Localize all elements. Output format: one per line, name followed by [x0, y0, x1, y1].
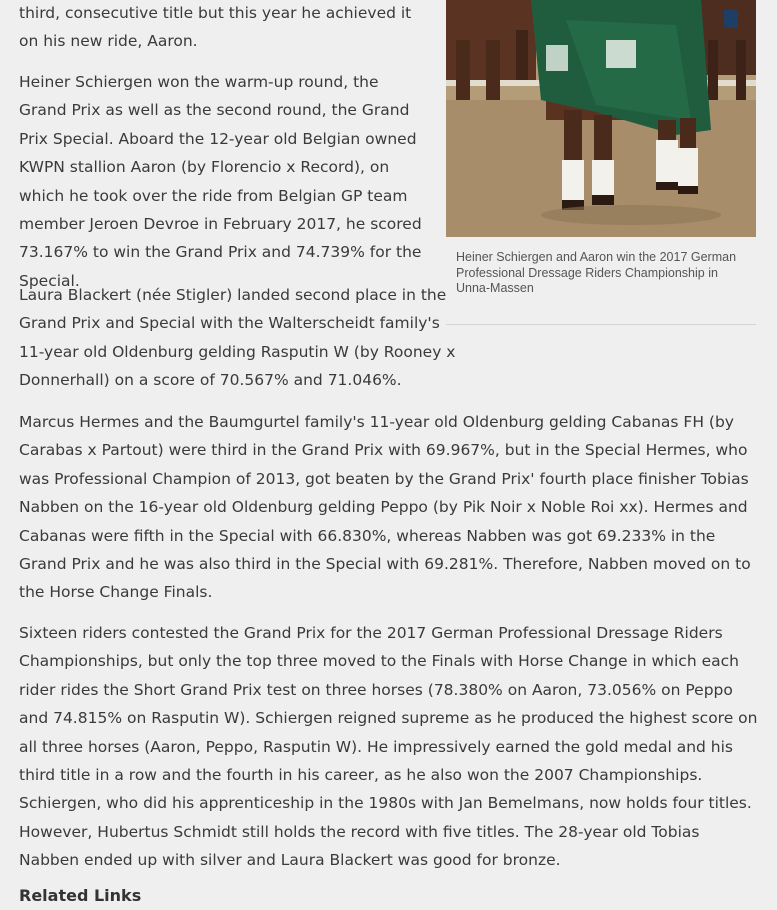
photo-caption: Heiner Schiergen and Aaron win the 2017 German Professional Dressage Riders Championship in Unna-Massen — [456, 250, 737, 295]
paragraph-1: Heiner Schiergen won the warm-up round, the Grand Prix as well as the second round, the Grand Prix Special. Aboard the 12-year old Belgian owned KWPN stallion Aaron (by Florencio x Record), on which he took over the ride from Belgian GP team member Jeroen Devroe in February 2017, he scored 73.167% to win the Grand Prix and 74.739% for the Special. — [19, 73, 422, 290]
related-links-heading: Related Links — [19, 886, 142, 905]
intro-fragment: third, consecutive title but this year he achieved it on his new ride, Aaron. — [19, 4, 412, 51]
paragraph-3: Marcus Hermes and the Baumgurtel family's 11-year old Oldenburg gelding Cabanas FH (by Carabas x Partout) were third in the Grand Prix with 69.967%, but in the Special Hermes, who was Professional Champion of 2013, got beaten by the Grand Prix' fourth place finisher Tobias Nabben on the 16-year old Oldenburg gelding Peppo (by Pik Noir x Noble Roi xx). Hermes and Cabanas were fifth in the Special with 66.830%, whereas Nabben was got 69.233% in the Grand Prix and he was also third in the Special with 69.281%. Therefore, Nabben moved on to the Horse Change Finals. — [19, 413, 751, 602]
paragraph-4: Sixteen riders contested the Grand Prix for the 2017 German Professional Dressage Riders Championships, but only the top three moved to the Finals with Horse Change in which each rider rides the Short Grand Prix test on three horses (78.380% on Aaron, 73.056% on Peppo and 74.815% on Rasputin W). Schiergen reigned supreme as he produced the highest score on all three horses (Aaron, Peppo, Rasputin W). He impressively earned the gold medal and his third title in a row and the fourth in his career, as he also won the 2007 Championships. Schiergen, who did his apprenticeship in the 1980s with Jan Bemelmans, now holds four titles. However, Hubertus Schmidt still holds the record with five titles. The 28-year old Tobias Nabben ended up with silver and Laura Blackert was good for bronze. — [19, 624, 758, 870]
horse-photo-illustration — [446, 0, 756, 237]
paragraph-2: Laura Blackert (née Stigler) landed second place in the Grand Prix and Special with the Walterscheidt family's 11-year old Oldenburg gelding Rasputin W (by Rooney x Donnerhall) on a score of 70.567% and 71.046%. — [19, 286, 456, 390]
horse-photo[interactable] — [446, 0, 756, 237]
article-figure — [446, 0, 756, 325]
